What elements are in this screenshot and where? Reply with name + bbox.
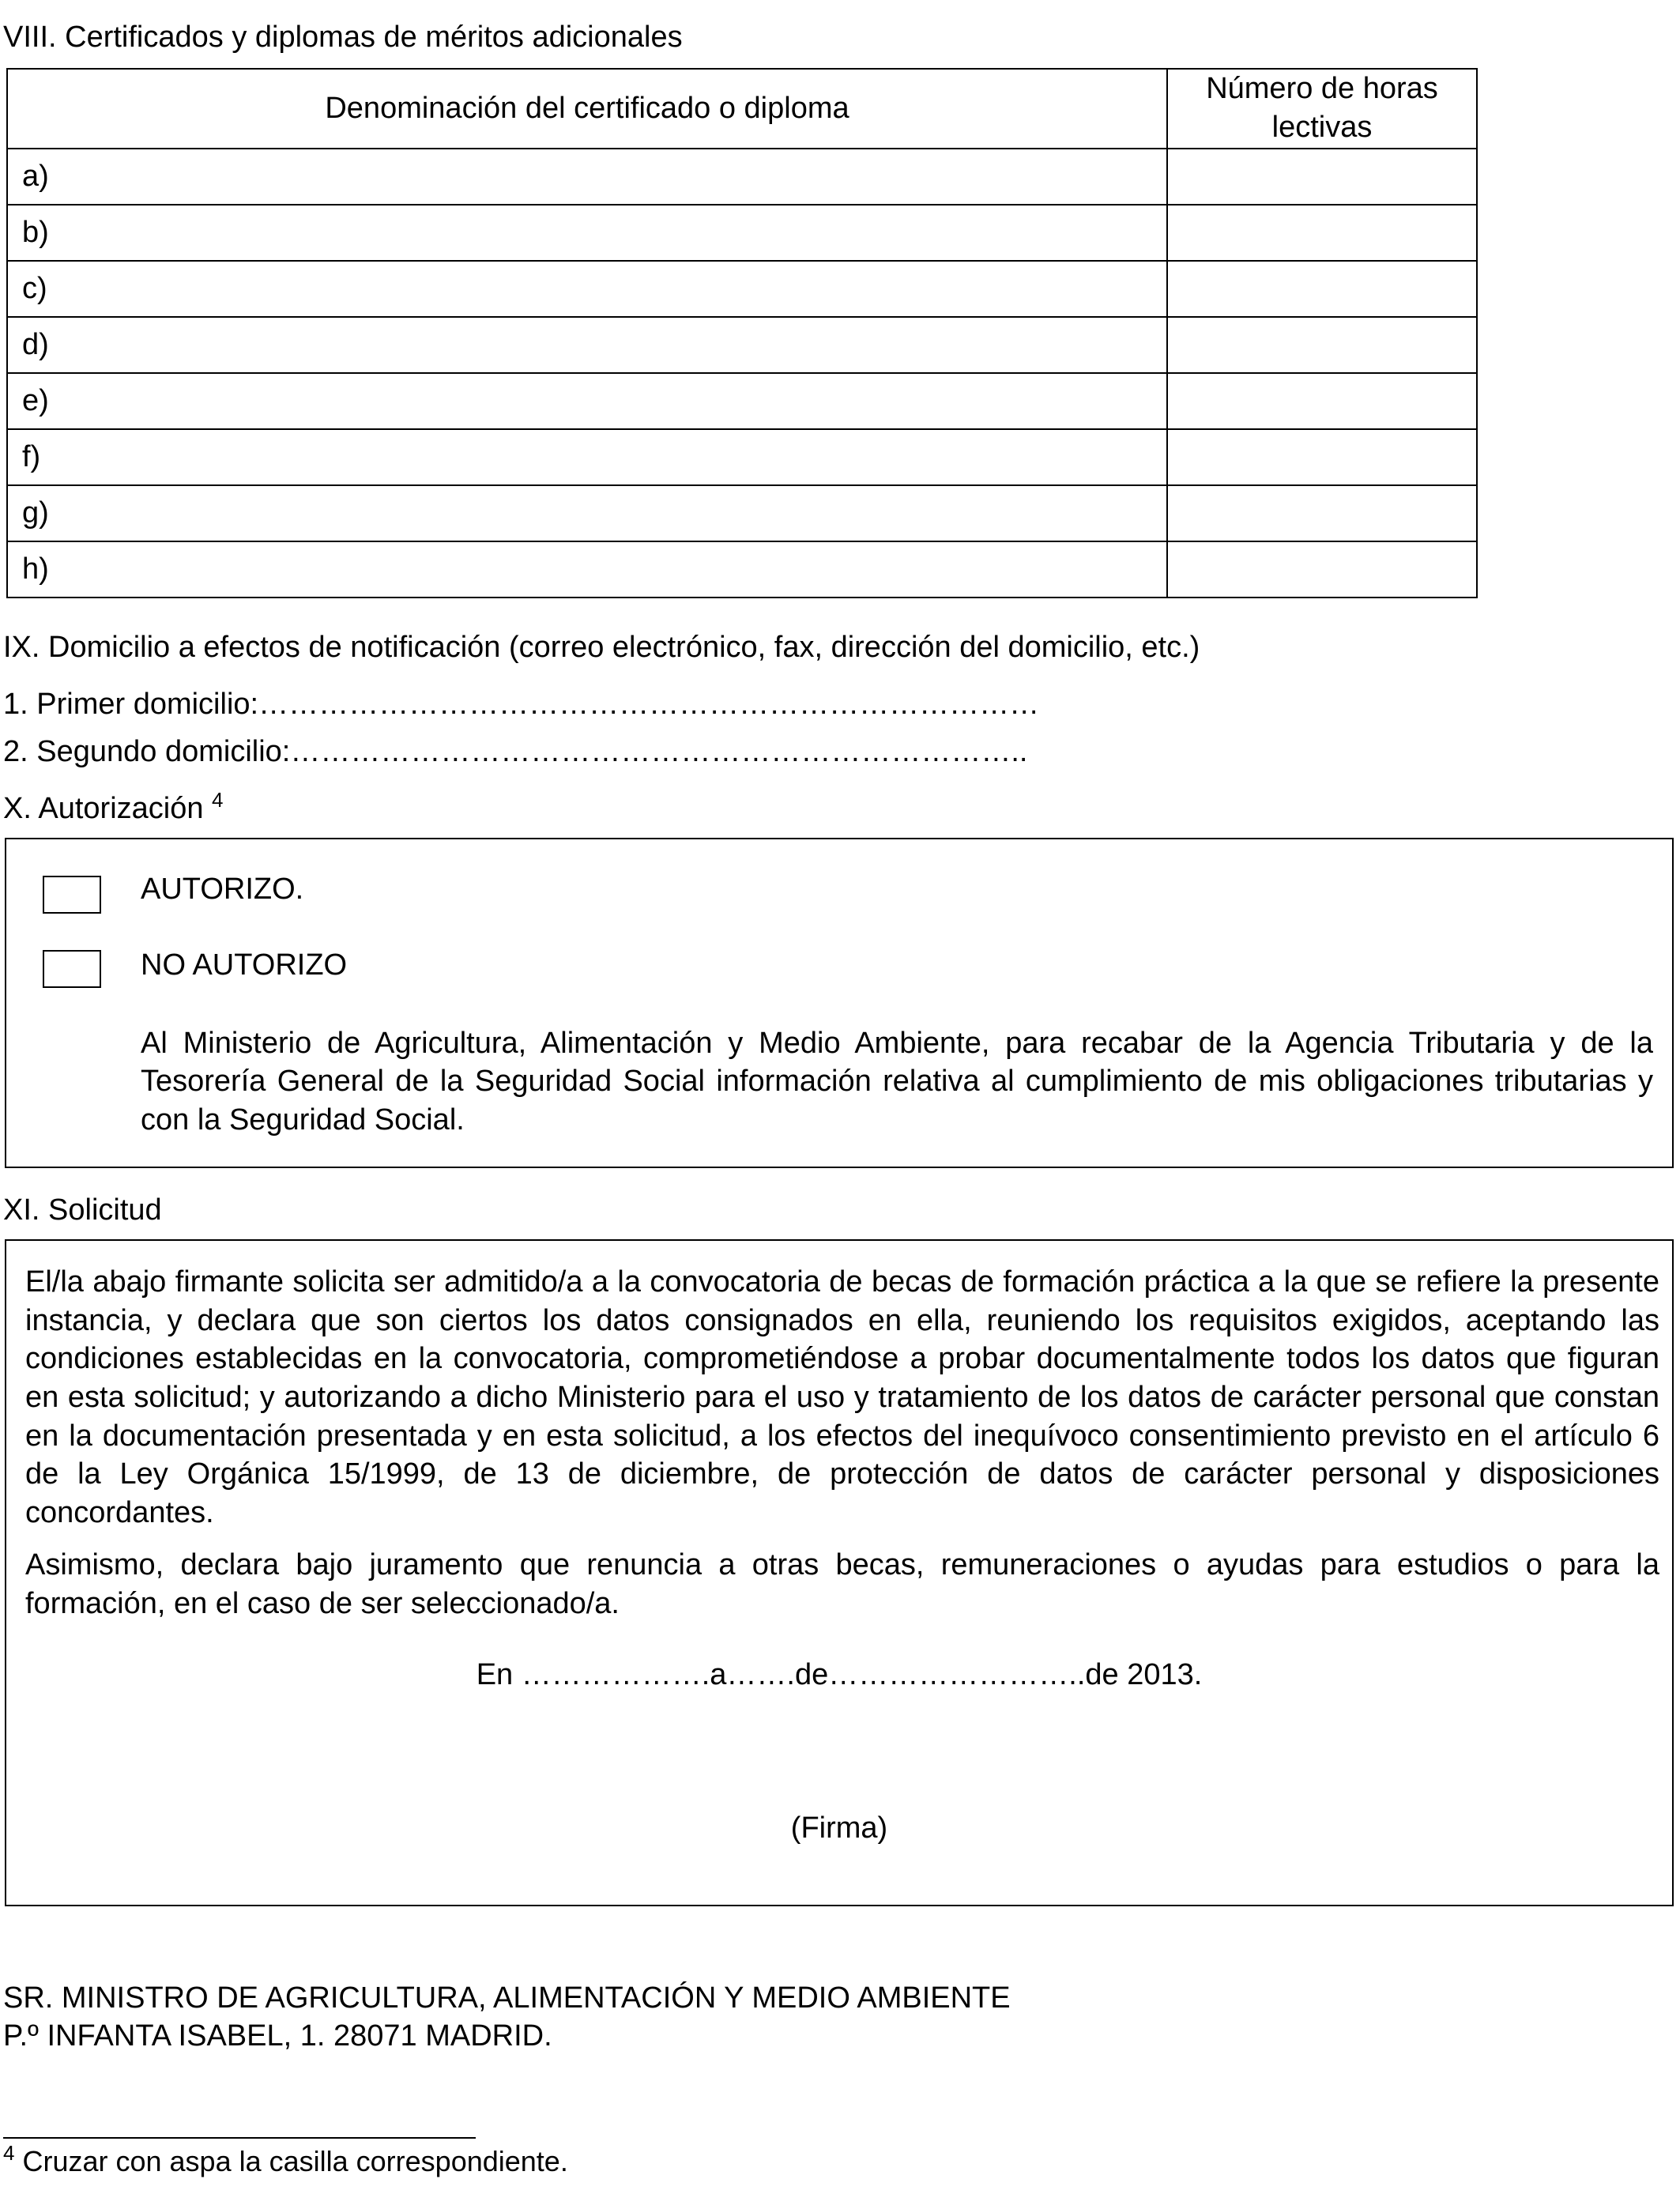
section-x-title: X. Autorización	[3, 792, 204, 825]
section-xi-heading: XI. Solicitud	[3, 1193, 162, 1227]
section-x-heading	[3, 790, 224, 828]
hours-cell[interactable]	[1167, 429, 1477, 485]
footnote-reference: 4	[212, 788, 224, 812]
authorization-text: Al Ministerio de Agricultura, Alimentación y Medio Ambiente, para recabar de la Agencia Tributaria y de la Tesorería General de la Seguridad Social información relativa al cumplimiento de mis obligaciones tributarias y con la Seguridad Social.	[141, 1027, 1653, 1137]
row-label[interactable]: c)	[7, 261, 1167, 317]
footnote-text: Cruzar con aspa la casilla correspondiente.	[14, 2145, 568, 2177]
section-ix-heading: IX. Domicilio a efectos de notificación (correo electrónico, fax, dirección del domicilio, etc.)	[3, 631, 1200, 664]
authorization-box	[5, 838, 1674, 1168]
request-oath-paragraph: Asimismo, declara bajo juramento que renuncia a otras becas, remuneraciones o ayudas para estudios o para la formación, en el caso de ser seleccionado/a.	[25, 1548, 1659, 1620]
place-date-line[interactable]: En ……………….a…….de……………………..de 2013.	[476, 1658, 1203, 1691]
not-authorize-option-label: NO AUTORIZO	[141, 948, 348, 982]
hours-cell[interactable]	[1167, 317, 1477, 373]
table-row	[7, 149, 1477, 205]
table-row	[7, 205, 1477, 261]
hours-cell[interactable]	[1167, 205, 1477, 261]
table-row	[7, 485, 1477, 541]
row-label[interactable]: e)	[7, 373, 1167, 429]
footnote-divider	[3, 2137, 476, 2139]
row-label[interactable]: f)	[7, 429, 1167, 485]
hours-cell[interactable]	[1167, 373, 1477, 429]
second-address-field[interactable]: 2. Segundo domicilio:………………………………………………………………..	[3, 735, 1028, 768]
table-header-row	[7, 69, 1477, 149]
signature-label: (Firma)	[790, 1811, 888, 1845]
table-row	[7, 261, 1477, 317]
authorize-option-label: AUTORIZO.	[141, 873, 304, 906]
column-header-name: Denominación del certificado o diploma	[7, 69, 1167, 149]
hours-cell[interactable]	[1167, 261, 1477, 317]
row-label[interactable]: a)	[7, 149, 1167, 205]
table-row	[7, 429, 1477, 485]
section-viii-heading: VIII. Certificados y diplomas de méritos adicionales	[3, 21, 683, 54]
table-row	[7, 317, 1477, 373]
footnote-number: 4	[3, 2141, 15, 2165]
not-authorize-checkbox[interactable]	[43, 950, 101, 988]
hours-cell[interactable]	[1167, 149, 1477, 205]
row-label[interactable]: g)	[7, 485, 1167, 541]
request-declaration-paragraph: El/la abajo firmante solicita ser admitido/a a la convocatoria de becas de formación práctica a la que se refiere la presente instancia, y declara que son ciertos los datos consignados en ella, reuniendo los requisitos exigidos, aceptando las condiciones establecidas en la convocatoria, comprometiéndose a probar documentalmente todos los datos que figuran en esta solicitud; y autorizando a dicho Ministerio para el uso y tratamiento de los datos de carácter personal que constan en la documentación presentada y en esta solicitud, a los efectos del inequívoco consentimiento previsto en el artículo 6 de la Ley Orgánica 15/1999, de 13 de diciembre, de protección de datos de carácter personal y disposiciones concordantes.	[25, 1265, 1659, 1529]
first-address-field[interactable]: 1. Primer domicilio:……………………………………………………………………	[3, 688, 1040, 721]
column-header-hours: Número de horas lectivas	[1167, 69, 1477, 149]
table-row	[7, 541, 1477, 598]
hours-cell[interactable]	[1167, 485, 1477, 541]
request-box	[5, 1239, 1674, 1906]
row-label[interactable]: d)	[7, 317, 1167, 373]
row-label[interactable]: b)	[7, 205, 1167, 261]
addressee-line-2: P.º INFANTA ISABEL, 1. 28071 MADRID.	[3, 2019, 552, 2053]
row-label[interactable]: h)	[7, 541, 1167, 598]
certificates-table	[6, 68, 1478, 598]
table-row	[7, 373, 1477, 429]
hours-cell[interactable]	[1167, 541, 1477, 598]
authorize-checkbox[interactable]	[43, 876, 101, 914]
footnote	[3, 2143, 568, 2179]
addressee-line-1: SR. MINISTRO DE AGRICULTURA, ALIMENTACIÓN Y MEDIO AMBIENTE	[3, 1981, 1011, 2015]
